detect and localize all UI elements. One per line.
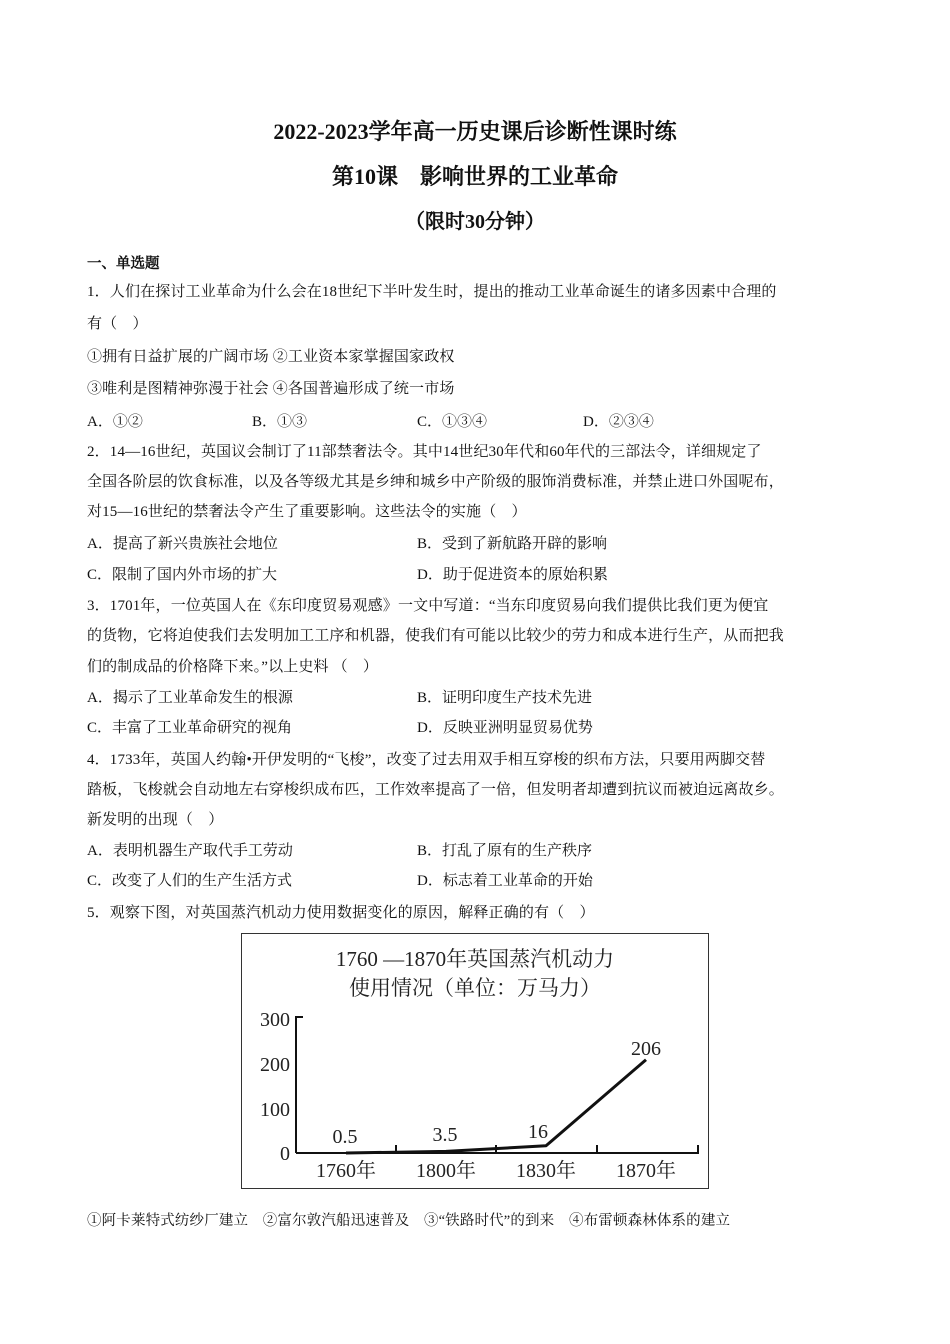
x-label-1830: 1830年 (516, 1160, 576, 1182)
value-label-1870: 206 (631, 1038, 661, 1060)
section-heading: 一、单选题 (87, 256, 160, 272)
option-a[interactable]: A．表明机器生产取代手工劳动 (87, 843, 293, 859)
option-b[interactable]: B．证明印度生产技术先进 (417, 690, 593, 706)
lesson-title: 第10课 影响世界的工业革命 (331, 164, 618, 189)
data-line (346, 1060, 646, 1153)
value-label-1800: 3.5 (432, 1124, 458, 1146)
option-c[interactable]: C．①③④ (417, 414, 488, 430)
y-tick-0: 0 (280, 1143, 290, 1165)
y-tick-300: 300 (260, 1009, 290, 1031)
question-text: 对15—16世纪的禁奢法令产生了重要影响。这些法令的实施（ ） (87, 504, 527, 520)
chart-title-line-2: 使用情况（单位：万马力） (349, 976, 601, 1000)
y-tick-100: 100 (260, 1099, 290, 1121)
option-c[interactable]: C．改变了人们的生产生活方式 (87, 873, 293, 889)
option-d[interactable]: D．助于促进资本的原始积累 (417, 567, 608, 583)
question-text: 有（ ） (87, 316, 148, 332)
x-label-1760: 1760年 (316, 1160, 376, 1182)
value-label-1760: 0.5 (332, 1126, 358, 1148)
option-b[interactable]: B．受到了新航路开辟的影响 (417, 536, 608, 552)
option-c[interactable]: C．限制了国内外市场的扩大 (87, 567, 278, 583)
option-b[interactable]: B．打乱了原有的生产秩序 (417, 843, 593, 859)
time-limit: （限时30分钟） (405, 211, 545, 233)
statement-line: ③唯利是图精神弥漫于社会 ④各国普遍形成了统一市场 (87, 381, 455, 397)
option-d[interactable]: D．标志着工业革命的开始 (417, 873, 593, 889)
x-label-1800: 1800年 (416, 1160, 476, 1182)
option-a[interactable]: A．揭示了工业革命发生的根源 (87, 690, 293, 706)
question-text: 的货物，它将迫使我们去发明加工工序和机器，使我们有可能以比较少的劳力和成本进行生产，从而把我 (87, 628, 784, 644)
choices-line: ①阿卡莱特式纺纱厂建立 ②富尔敦汽船迅速普及 ③“铁路时代”的到来 ④布雷顿森林体系的建立 (87, 1213, 731, 1229)
option-d[interactable]: D．②③④ (583, 414, 654, 430)
question-text: 们的制成品的价格降下来。”以上史料 （ ） (87, 659, 379, 675)
y-tick-200: 200 (260, 1054, 290, 1076)
document-title: 2022-2023学年高一历史课后诊断性课时练 (273, 119, 677, 144)
statement-line: ①拥有日益扩展的广阔市场 ②工业资本家掌握国家政权 (87, 349, 455, 365)
option-a[interactable]: A．提高了新兴贵族社会地位 (87, 536, 278, 552)
question-text: 4．1733年，英国人约翰•开伊发明的“飞梭”，改变了过去用双手相互穿梭的织布方法，只要用两脚交替 (87, 752, 766, 768)
steam-power-chart (241, 933, 709, 1189)
question-text: 踏板，飞梭就会自动地左右穿梭织成布匹，工作效率提高了一倍，但发明者却遭到抗议而被迫远离故乡。 (87, 782, 784, 798)
question-text: 1．人们在探讨工业革命为什么会在18世纪下半叶发生时，提出的推动工业革命诞生的诸多因素中合理的 (87, 284, 777, 300)
question-text: 2．14—16世纪，英国议会制订了11部禁奢法令。其中14世纪30年代和60年代的三部法令，详细规定了 (87, 444, 762, 460)
chart-title-line-1: 1760 —1870年英国蒸汽机动力 (335, 947, 615, 971)
option-a[interactable]: A．①② (87, 414, 143, 430)
chart-plot (242, 934, 710, 1190)
question-text: 新发明的出现（ ） (87, 812, 224, 828)
option-d[interactable]: D．反映亚洲明显贸易优势 (417, 720, 593, 736)
x-label-1870: 1870年 (616, 1160, 676, 1182)
question-text: 5．观察下图，对英国蒸汽机动力使用数据变化的原因，解释正确的有（ ） (87, 905, 595, 921)
value-label-1830: 16 (528, 1121, 548, 1143)
question-text: 全国各阶层的饮食标准，以及各等级尤其是乡绅和城乡中产阶级的服饰消费标准，并禁止进口外国呢布， (87, 474, 784, 490)
question-text: 3．1701年，一位英国人在《东印度贸易观感》一文中写道：“当东印度贸易向我们提供比我们更为便宜 (87, 598, 769, 614)
option-b[interactable]: B．①③ (252, 414, 308, 430)
option-c[interactable]: C．丰富了工业革命研究的视角 (87, 720, 293, 736)
